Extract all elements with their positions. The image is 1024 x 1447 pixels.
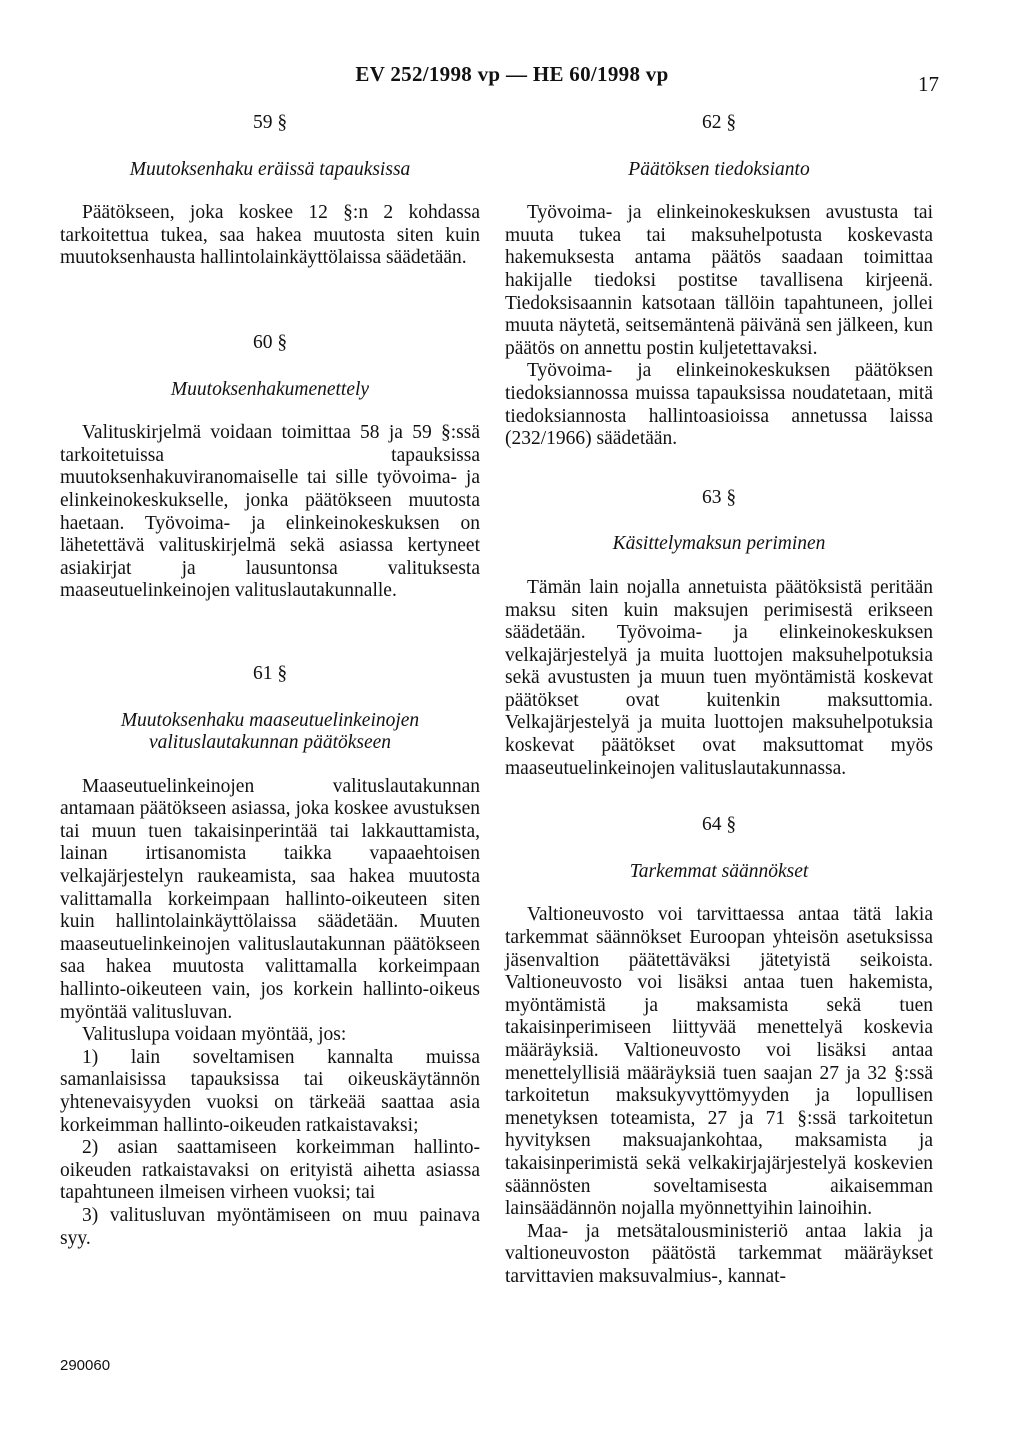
paragraph: Tämän lain nojalla annetuista päätöksistä peritään maksu siten kuin maksujen perimisestä erikseen säädetään. Työvoima- ja elinkeinokeskuksen velkajärjestelyä ja muita luottojen maksuhelpotuksia sekä avustusten ja muun tuen myöntämistä koskevat päätökset ovat kuitenkin maksuttomia. Velkajärjestelyä ja muita luottojen maksuhelpotuksia koskevat päätökset ovat maksuttomat myös maaseutuelinkeinojen valituslautakunnassa. bbox=[505, 576, 933, 779]
section-number: 62 § bbox=[701, 112, 737, 133]
section-title: Päätöksen tiedoksianto bbox=[628, 158, 810, 180]
section-title: Käsittelymaksun periminen bbox=[612, 533, 826, 555]
paragraph: Maa- ja metsätalousministeriö antaa lakia ja valtioneuvoston päätöstä tarkemmat määräykset tarvittavien maksuvalmius-, kannat- bbox=[505, 1220, 933, 1287]
section-number: 60 § bbox=[252, 331, 288, 353]
page-number: 17 bbox=[918, 72, 939, 96]
document-title: EV 252/1998 vp — HE 60/1998 vp bbox=[355, 62, 669, 86]
section-62 bbox=[505, 112, 933, 451]
section-title: Muutoksenhaku eräissä tapauksissa bbox=[129, 158, 411, 180]
section-64 bbox=[505, 814, 933, 1288]
section-title: Tarkemmat säännökset bbox=[629, 860, 809, 882]
list-item: 2) asian saattamiseen korkeimman hallinto-oikeuden ratkaistavaksi on erityistä aihetta asiassa tapahtuneen ilmeisen virheen vuoksi; tai bbox=[60, 1137, 480, 1204]
section-title: Muutoksenhakumenettely bbox=[170, 378, 370, 400]
section-number: 63 § bbox=[701, 486, 737, 508]
paragraph: Valituskirjelmä voidaan toimittaa 58 ja 59 §:ssä tarkoitetuissa tapauksissa muutoksenhakuviranomaiselle tai sille työvoima- ja elinkeinokeskukselle, jonka päätökseen muutosta haetaan. Työvoima- ja elinkeinokeskuksen on lähetettävä valituskirjelmä sekä asiassa kertyneet asiakirjat ja lausuntonsa valituksesta maaseutuelinkeinojen valituslautakunnalle. bbox=[60, 422, 480, 602]
section-59 bbox=[60, 112, 480, 270]
page-header bbox=[0, 62, 1024, 96]
section-number: 64 § bbox=[701, 814, 737, 836]
list-item: 1) lain soveltamisen kannalta muissa samanlaisissa tapauksissa tai oikeuskäytännön yhtenevaisyyden vuoksi on tärkeää saattaa asia korkeimman hallinto-oikeuden ratkaistavaksi; bbox=[60, 1046, 480, 1136]
paragraph: Työvoima- ja elinkeinokeskuksen avustusta tai muuta tukea tai maksuhelpotusta koskevasta hakemuksesta antama päätös saadaan toimittaa hakijalle tiedoksi postitse tavallisena kirjeenä. Tiedoksisaannin katsotaan tällöin tapahtuneen, jollei muuta näytetä, seitsemäntenä päivänä sen jälkeen, kun päätös on annettu postin kuljetettavaksi. bbox=[505, 202, 933, 359]
paragraph: Työvoima- ja elinkeinokeskuksen päätöksen tiedoksiannossa muissa tapauksissa noudatetaan, mitä tiedoksiannosta hallintoasioissa annetussa laissa (232/1966) säädetään. bbox=[505, 360, 933, 450]
section-title: Muutoksenhaku maaseutuelinkeinojen valituslautakunnan päätökseen bbox=[120, 709, 420, 754]
paragraph: Valtioneuvosto voi tarvittaessa antaa tätä lakia tarkemmat säännökset Euroopan yhteisön asetuksissa jäsenvaltion päätettäväksi jätetyistä seikoista. Valtioneuvosto voi lisäksi antaa tuen hakemista, myöntämistä ja maksamista sekä tuen takaisinperimiseen liittyvää menettelyä koskevia määräyksiä. Valtioneuvosto voi lisäksi antaa menettelyllisiä määräyksiä tuen saajan 27 ja 32 §:ssä tarkoitetun maksukyvyttömyyden ja lopullisen menetyksen toteamista, 27 ja 71 §:ssä tarkoitetun hyvityksen maksuajankohtaa, maksamista ja takaisinperimistä sekä velkakirjajärjestelyä koskevien säännösten soveltamisesta aikaisemman lainsäädännön nojalla myönnettyihin lainoihin. bbox=[505, 904, 933, 1220]
list-item: 3) valitusluvan myöntämiseen on muu painava syy. bbox=[60, 1204, 480, 1249]
left-column bbox=[60, 112, 480, 1250]
section-61 bbox=[60, 663, 480, 1250]
right-column bbox=[505, 112, 933, 1289]
section-number: 59 § bbox=[252, 112, 288, 133]
section-63 bbox=[505, 487, 933, 781]
paragraph: Maaseutuelinkeinojen valituslautakunnan antamaan päätökseen asiassa, joka koskee avustuksen tai muun tuen takaisinperintää tai lakkauttamista, lainan irtisanomista taikka vapaaehtoisen velkajärjestelyn raukeamista, saa hakea muutosta valittamalla korkeimpaan hallinto-oikeuteen siten kuin hallintolainkäyttölaissa säädetään. Muuten maaseutuelinkeinojen valituslautakunnan päätökseen saa hakea muutosta valittamalla korkeimpaan hallinto-oikeuteen vain, jos korkein hallinto-oikeus myöntää valitusluvan. bbox=[60, 775, 480, 1023]
paragraph: Päätökseen, joka koskee 12 §:n 2 kohdassa tarkoitettua tukea, saa hakea muutosta siten kuin muutoksenhausta hallintolainkäyttölaissa säädetään. bbox=[60, 202, 480, 269]
print-code: 290060 bbox=[60, 1357, 111, 1374]
paragraph: Valituslupa voidaan myöntää, jos: bbox=[82, 1024, 347, 1046]
section-60 bbox=[60, 332, 480, 603]
section-number: 61 § bbox=[252, 662, 288, 684]
